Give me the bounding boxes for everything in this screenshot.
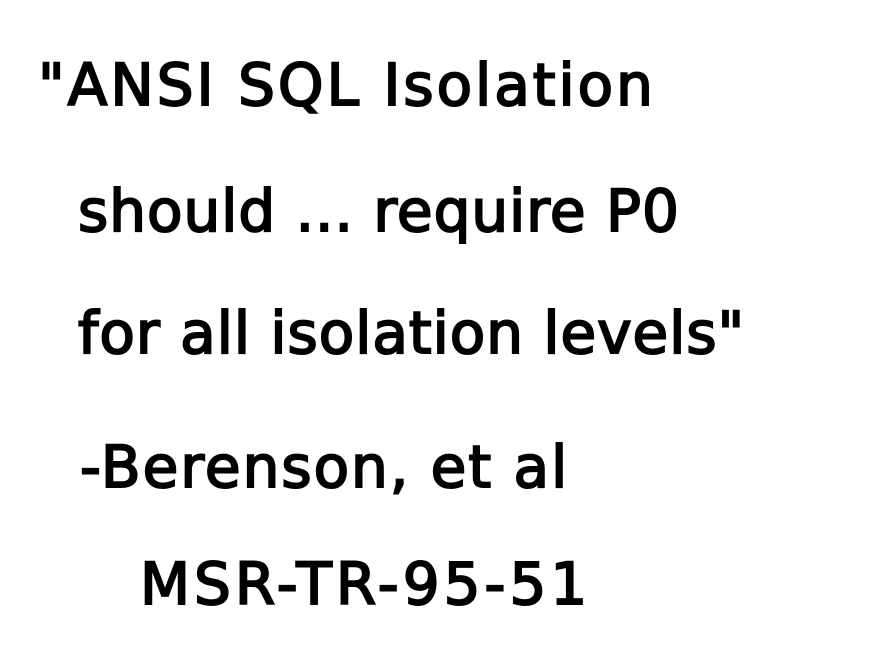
quote-line-3: for all isolation levels" <box>78 299 746 367</box>
report-id: MSR-TR-95-51 <box>140 550 592 618</box>
attribution: -Berenson, et al <box>80 433 570 501</box>
quote-line-2: should ... require P0 <box>78 177 680 245</box>
quote-line-1: "ANSI SQL Isolation <box>38 51 656 119</box>
